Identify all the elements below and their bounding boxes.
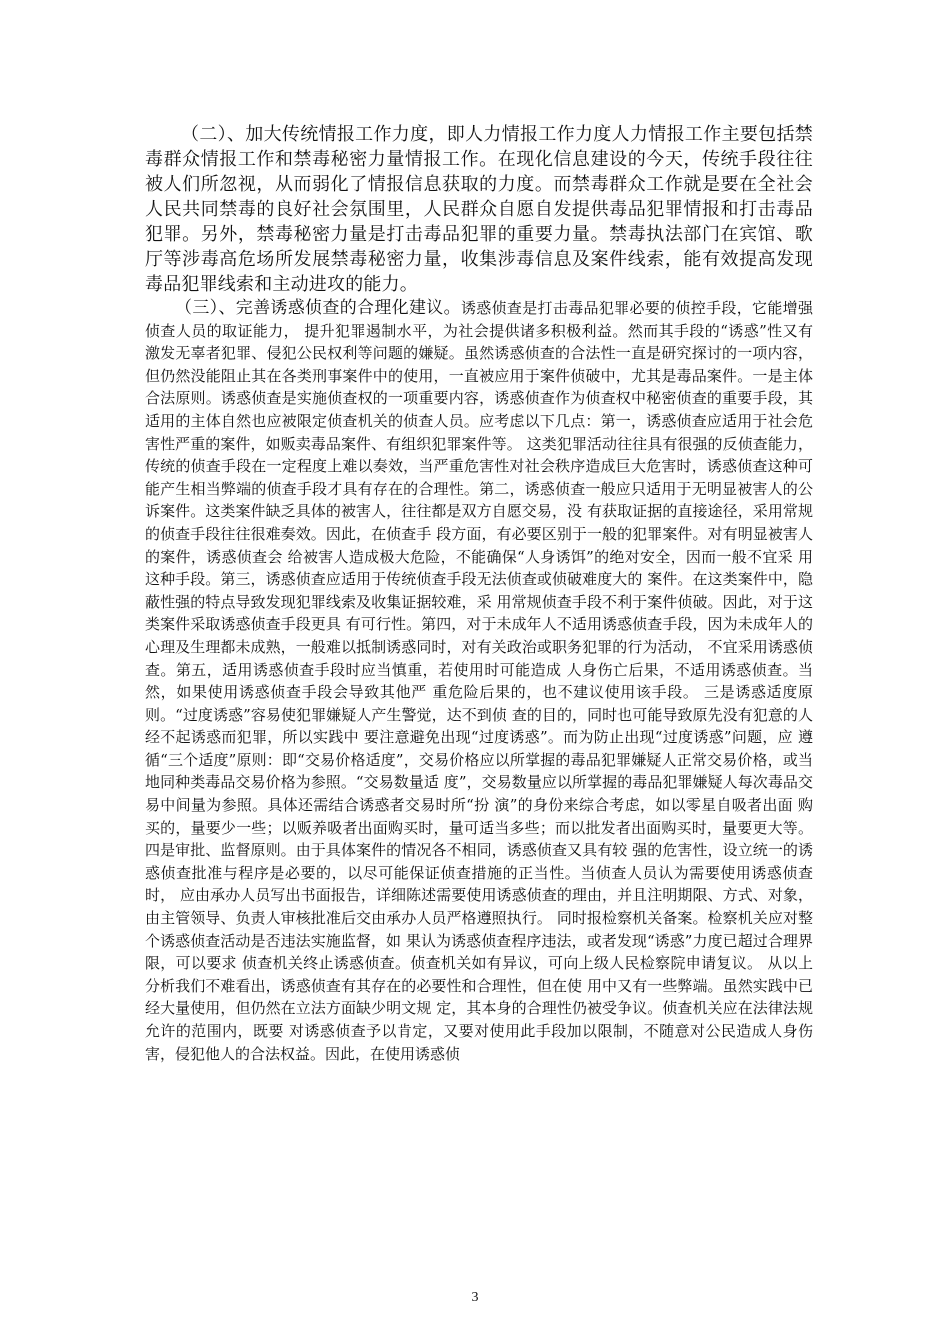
- paragraph-inducement-investigation: [145, 297, 813, 1065]
- page-body: [145, 122, 813, 1065]
- paragraph-intelligence-work: （二）、加大传统情报工作力度，即人力情报工作力度人力情报工作主要包括禁毒群众情报工作和禁毒秘密力量情报工作。在现化信息建设的今天，传统手段往往被人们所忽视，从而弱化了情报信息获取的力度。而禁毒群众工作就是要在全社会人民共同禁毒的良好社会氛围里，人民群众自愿自发提供毒品犯罪情报和打击毒品犯罪。另外，禁毒秘密力量是打击毒品犯罪的重要力量。禁毒执法部门在宾馆、歌厅等涉毒高危场所发展禁毒秘密力量，收集涉毒信息及案件线索，能有效提高发现毒品犯罪线索和主动进攻的能力。: [145, 124, 813, 295]
- paragraph-heading: （三）、完善诱惑侦查的合理化建议。: [175, 298, 461, 318]
- page-number: 3: [471, 1290, 479, 1305]
- paragraph-body: 诱惑侦查是打击毒品犯罪必要的侦控手段，它能增强侦查人员的取证能力， 提升犯罪遏制水平，为社会提供诸多积极利益。然而其手段的“诱惑”性又有 激发无辜者犯罪、侵犯公民权利等问题的嫌疑。虽然诱惑侦查的合法性一直是研究探讨的一项内容，但仍然没能阻止其在各类刑事案件中的使用，一直被应用于案件侦破中，尤其是毒品案件。一是主体合法原则。诱惑侦查是实施侦查权的一项重要内容，诱惑侦查作为侦查权中秘密侦查的重要手段，其适用的主体自然也应被限定侦查机关的侦查人员。应考虑以下几点：第一，诱惑侦查应适用于社会危害性严重的案件，如贩卖毒品案件、有组织犯罪案件等。 这类犯罪活动往往具有很强的反侦查能力，传统的侦查手段在一定程度上难以奏效，当严重危害性对社会秩序造成巨大危害时，诱惑侦查这种可能产生相当弊端的侦查手段才具有存在的合理性。第二，诱惑侦查一般应只适用于无明显被害人的公诉案件。这类案件缺乏具体的被害人，往往都是双方自愿交易，没 有获取证据的直接途径，采用常规的侦查手段往往很难奏效。因此，在侦查手 段方面，有必要区别于一般的犯罪案件。对有明显被害人的案件，诱惑侦查会 给被害人造成极大危险，不能确保“人身诱饵”的绝对安全，因而一般不宜采 用这种手段。第三，诱惑侦查应适用于传统侦查手段无法侦查或侦破难度大的 案件。在这类案件中，隐蔽性强的特点导致发现犯罪线索及收集证据较难，采 用常规侦查手段不利于案件侦破。因此，对于这类案件采取诱惑侦查手段更具 有可行性。第四，对于未成年人不适用诱惑侦查手段，因为未成年人的心理及生理都未成熟，一般难以抵制诱惑同时，对有关政治或职务犯罪的行为活动， 不宜采用诱惑侦查。第五，适用诱惑侦查手段时应当慎重，若使用时可能造成 人身伤亡后果，不适用诱惑侦查。当然，如果使用诱惑侦查手段会导致其他严 重危险后果的，也不建议使用该手段。 三是诱惑适度原则。“过度诱惑”容易使犯罪嫌疑人产生警觉，达不到侦 查的目的，同时也可能导致原先没有犯意的人经不起诱惑而犯罪，所以实践中 要注意避免出现“过度诱惑”。而为防止出现“过度诱惑”问题，应 遵循“三个适度”原则：即“交易价格适度”，交易价格应以所掌握的毒品犯罪嫌疑人正常交易价格，或当地同种类毒品交易价格为参照。“交易数量适 度”，交易数量应以所掌握的毒品犯罪嫌疑人每次毒品交易中间量为参照。具体还需结合诱惑者交易时所“扮 演”的身份来综合考虑，如以零星自吸者出面 购买的，量要少一些；以贩养吸者出面购买时，量可适当多些；而以批发者出面购买时，量要更大等。四是审批、监督原则。由于具体案件的情况各不相同，诱惑侦查又具有较 强的危害性，设立统一的诱惑侦查批准与程序是必要的，以尽可能保证侦查措施的正当性。当侦查人员认为需要使用诱惑侦查时， 应由承办人员写出书面报告，详细陈述需要使用诱惑侦查的理由，并且注明期限、方式、对象，由主管领导、负责人审核批准后交由承办人员严格遵照执行。 同时报检察机关备案。检察机关应对整个诱惑侦查活动是否违法实施监督，如 果认为诱惑侦查程序违法，或者发现“诱惑”力度已超过合理界限，可以要求 侦查机关终止诱惑侦查。侦查机关如有异议，可向上级人民检察院申请复议。 从以上分析我们不难看出，诱惑侦查有其存在的必要性和合理性，但在使 用中又有一些弊端。虽然实践中已经大量使用，但仍然在立法方面缺少明文规 定，其本身的合理性仍被受争议。侦查机关应在法律法规允许的范围内，既要 对诱惑侦查予以肯定，又要对使用此手段加以限制，不随意对公民造成人身伤 害，侵犯他人的合法权益。因此，在使用诱惑侦: [145, 299, 813, 1063]
